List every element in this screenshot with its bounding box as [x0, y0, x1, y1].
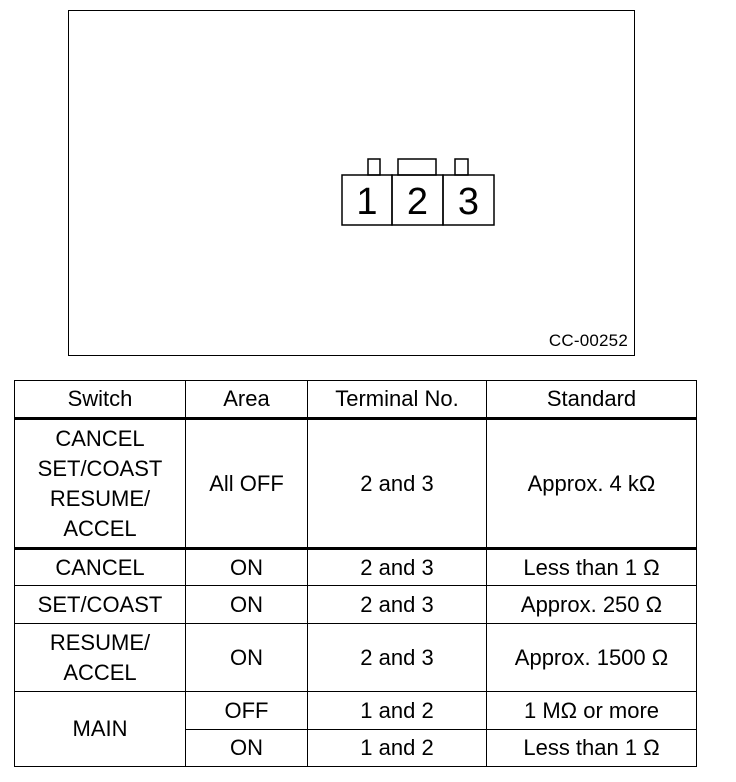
switch-cell: SET/COAST [15, 586, 186, 624]
switch-line: ACCEL [63, 659, 137, 685]
terminal-cell: 1 and 2 [308, 692, 487, 730]
terminal-1-label: 1 [356, 181, 378, 223]
header-standard: Standard [487, 381, 697, 419]
standard-cell: 1 MΩ or more [487, 692, 697, 730]
table-header-row [15, 381, 697, 419]
area-cell: ON [186, 624, 308, 692]
switch-resistance-table [14, 380, 697, 767]
terminal-cell: 1 and 2 [308, 730, 487, 767]
center-key-tab [398, 159, 436, 175]
area-cell: ON [186, 549, 308, 586]
terminal-3-tab [455, 159, 468, 175]
area-cell: All OFF [186, 419, 308, 549]
switch-line: RESUME/ [49, 629, 151, 655]
header-terminal: Terminal No. [308, 381, 487, 419]
figure-code: CC-00252 [548, 331, 628, 350]
area-cell: OFF [186, 692, 308, 730]
table-row [15, 624, 697, 692]
table-row [15, 549, 697, 586]
standard-cell: Approx. 4 kΩ [487, 419, 697, 549]
area-cell: ON [186, 586, 308, 624]
switch-cell: CANCEL [15, 549, 186, 586]
switch-line: RESUME/ [49, 485, 151, 511]
terminal-2-label: 2 [406, 181, 429, 223]
terminal-1-tab [368, 159, 380, 175]
connector-figure [68, 10, 635, 356]
header-switch: Switch [15, 381, 186, 419]
terminal-cell: 2 and 3 [308, 419, 487, 549]
standard-cell: Approx. 1500 Ω [487, 624, 697, 692]
standard-cell: Less than 1 Ω [487, 730, 697, 767]
table-row [15, 419, 697, 549]
standard-cell: Approx. 250 Ω [487, 586, 697, 624]
switch-line: SET/COAST [37, 455, 163, 481]
switch-line: CANCEL [55, 425, 145, 451]
table-row [15, 692, 697, 730]
terminal-cell: 2 and 3 [308, 586, 487, 624]
switch-cell: MAIN [15, 692, 186, 767]
switch-cell [15, 624, 186, 692]
switch-cell [15, 419, 186, 549]
header-area: Area [186, 381, 308, 419]
standard-cell: Less than 1 Ω [487, 549, 697, 586]
terminal-cell: 2 and 3 [308, 549, 487, 586]
connector-diagram [341, 157, 495, 227]
terminal-3-label: 3 [457, 181, 480, 223]
switch-line: ACCEL [63, 515, 137, 541]
table-row [15, 586, 697, 624]
terminal-cell: 2 and 3 [308, 624, 487, 692]
area-cell: ON [186, 730, 308, 767]
